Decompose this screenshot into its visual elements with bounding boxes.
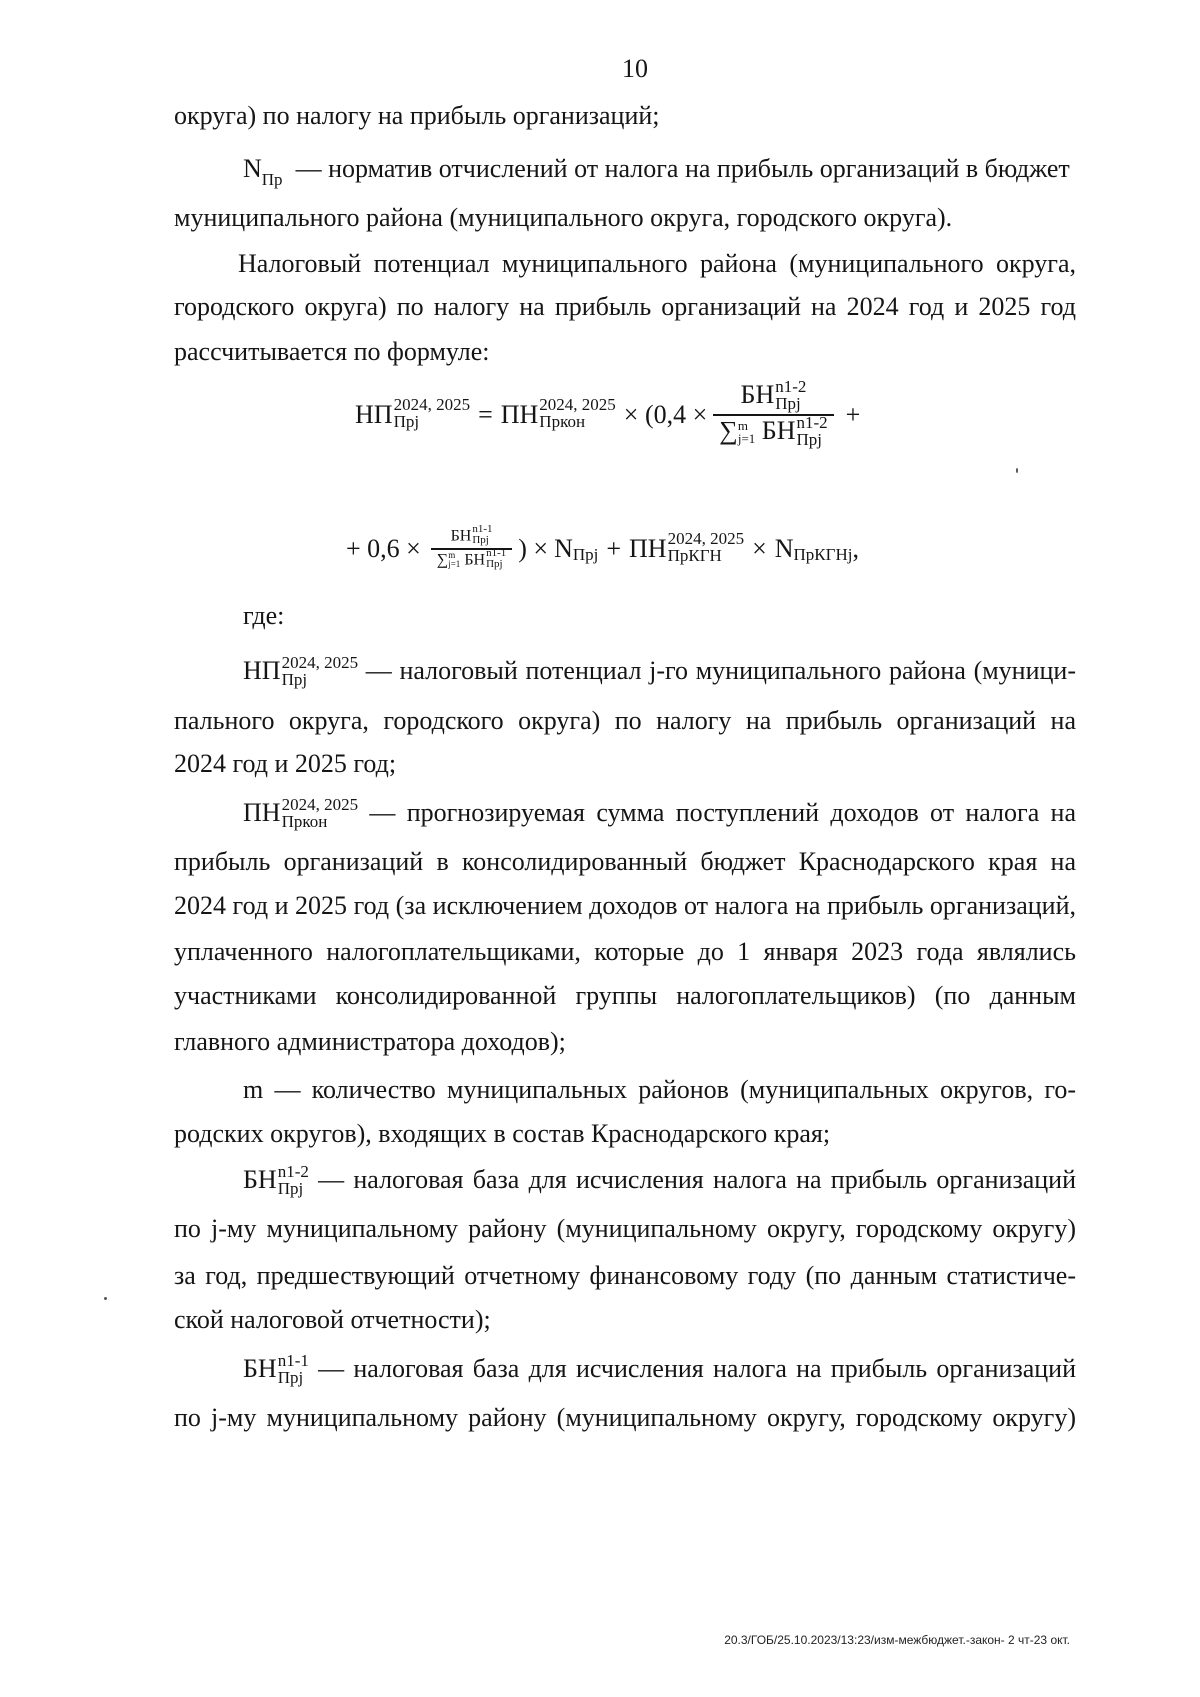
text-line — [174, 1026, 566, 1058]
pn-definition-line — [243, 797, 1076, 832]
bn1-definition-text: — налоговая база для исчисления налога на прибыль организаций — [318, 1354, 1076, 1383]
formula-pn2-indices: 2024, 2025 ПрКГН — [667, 528, 745, 565]
bn2-definition-symbol: БН n1-2 Прj — [243, 1162, 309, 1199]
formula-row-1 — [355, 377, 861, 450]
m-definition-line — [243, 1074, 1076, 1106]
pn-definition-text: — прогнозируемая сумма поступлений доходов от налога на — [369, 798, 1077, 827]
bn1-definition-line — [243, 1353, 1076, 1388]
text-line — [174, 748, 396, 780]
formula-fraction-1 — [713, 377, 833, 450]
formula-n2-subscript: ПрКГНj — [793, 544, 853, 564]
fraction-denominator: ∑ m j=1 БН n1-1 Прj — [436, 546, 507, 570]
text-line-content: по j-му муниципальному району (муниципальному округу, городскому округу) — [174, 1214, 1076, 1243]
fraction-denominator: ∑ m j=1 БН n1-2 Прj — [719, 412, 828, 449]
n-pr-definition-line — [243, 153, 1070, 188]
text-line — [174, 336, 490, 368]
bn2-definition-text: — налоговая база для исчисления налога на прибыль организаций — [318, 1165, 1076, 1194]
document-footer-code: 20.3/ГОБ/25.10.2023/13:23/изм-межбюджет.-закон- 2 чт-23 окт. — [724, 1633, 1070, 1647]
text-line-content: уплаченного налогоплательщиками, которые до 1 января 2023 года являлись — [174, 937, 1076, 966]
formula-row-2 — [346, 523, 859, 572]
formula-pn-symbol: ПН — [500, 399, 539, 429]
fraction-numerator: БН n1-2 Прj — [740, 377, 807, 414]
text-line-content: городского округа) по налогу на прибыль организаций на 2024 год и 2025 год — [174, 292, 1076, 321]
text-line — [174, 291, 1076, 323]
text-line — [174, 1213, 1076, 1245]
text-line — [174, 936, 1076, 968]
formula-fraction-2 — [431, 523, 512, 572]
text-line-content: муниципального района (муниципального округа, городского округа). — [174, 203, 953, 232]
text-line-content: пального округа, городского округа) по налогу на прибыль организаций на — [174, 706, 1076, 735]
fraction-numerator: БН n1-1 Прj — [450, 523, 493, 546]
formula-times-2: × — [752, 533, 767, 563]
n-pr-definition-text: — норматив отчислений от налога на прибыль организаций в бюджет — [295, 154, 1070, 183]
formula-plus-2: + — [606, 533, 622, 563]
text-line-content: m — количество муниципальных районов (муниципальных округов, го- — [243, 1075, 1076, 1104]
bn2-definition-line — [243, 1164, 1076, 1199]
text-line-content: 2024 год и 2025 год (за исключением доходов от налога на прибыль организаций, — [174, 891, 1076, 920]
formula-times-04: × (0,4 × — [623, 399, 708, 429]
np-definition-symbol: НП 2024, 2025 Прj — [243, 653, 359, 690]
text-line — [174, 100, 660, 132]
text-line-content: главного администратора доходов); — [174, 1027, 566, 1056]
formula-np-symbol: НП — [355, 399, 393, 429]
formula-pn2-symbol: ПН — [629, 533, 667, 563]
formula-pn-indices: 2024, 2025 Пркон — [539, 394, 616, 431]
np-definition-text: — налоговый потенциал j-го муниципального района (муници- — [365, 656, 1076, 685]
formula-comma: , — [852, 533, 859, 563]
text-line — [174, 890, 1076, 922]
text-line-content: прибыль организаций в консолидированный бюджет Краснодарского края на — [174, 847, 1076, 876]
formula-close-times: ) × — [518, 533, 549, 563]
text-line-content: за год, предшествующий отчетному финансовому году (по данным статистиче- — [174, 1261, 1076, 1290]
where-text: где: — [243, 601, 285, 630]
text-line-content: 2024 год и 2025 год; — [174, 749, 397, 778]
text-line-content: округа) по налогу на прибыль организаций; — [174, 101, 660, 130]
bn1-definition-symbol: БН n1-1 Прj — [243, 1351, 309, 1388]
n-subscript: Пр — [261, 170, 283, 189]
text-line — [174, 1260, 1076, 1292]
formula-n2-symbol: N — [774, 533, 794, 563]
formula-plus: + — [845, 399, 861, 429]
text-line — [174, 1304, 491, 1336]
text-line-content: Налоговый потенциал муниципального района (муниципального округа, — [238, 249, 1076, 278]
pn-definition-symbol: ПН 2024, 2025 Пркон — [243, 795, 359, 832]
text-line — [174, 980, 1076, 1012]
text-line-content: ской налоговой отчетности); — [174, 1305, 491, 1334]
text-line-content: родских округов), входящих в состав Краснодарского края; — [174, 1119, 831, 1148]
scan-mark — [104, 1297, 107, 1300]
text-line — [238, 248, 1076, 280]
text-line-content: рассчитывается по формуле: — [174, 337, 490, 366]
formula-n-subscript: Прj — [572, 544, 599, 564]
np-definition-line — [243, 655, 1076, 690]
formula-np-indices: 2024, 2025 Прj — [393, 394, 471, 431]
text-line — [174, 1402, 1076, 1434]
text-line — [174, 1118, 830, 1150]
page-number: 10 — [622, 54, 648, 83]
text-line-content: участниками консолидированной группы налогоплательщиков) (по данным — [174, 981, 1076, 1010]
n-symbol: N — [243, 154, 262, 183]
scan-mark — [1016, 468, 1018, 473]
formula-plus-06: + 0,6 × — [346, 533, 421, 563]
where-label — [243, 600, 284, 632]
text-line-content: по j-му муниципальному району (муниципальному округу, городскому округу) — [174, 1403, 1076, 1432]
formula-n-symbol: N — [554, 533, 573, 563]
text-line — [174, 705, 1076, 737]
text-line — [174, 202, 952, 234]
formula-equals: = — [478, 399, 493, 429]
text-line — [174, 846, 1076, 878]
